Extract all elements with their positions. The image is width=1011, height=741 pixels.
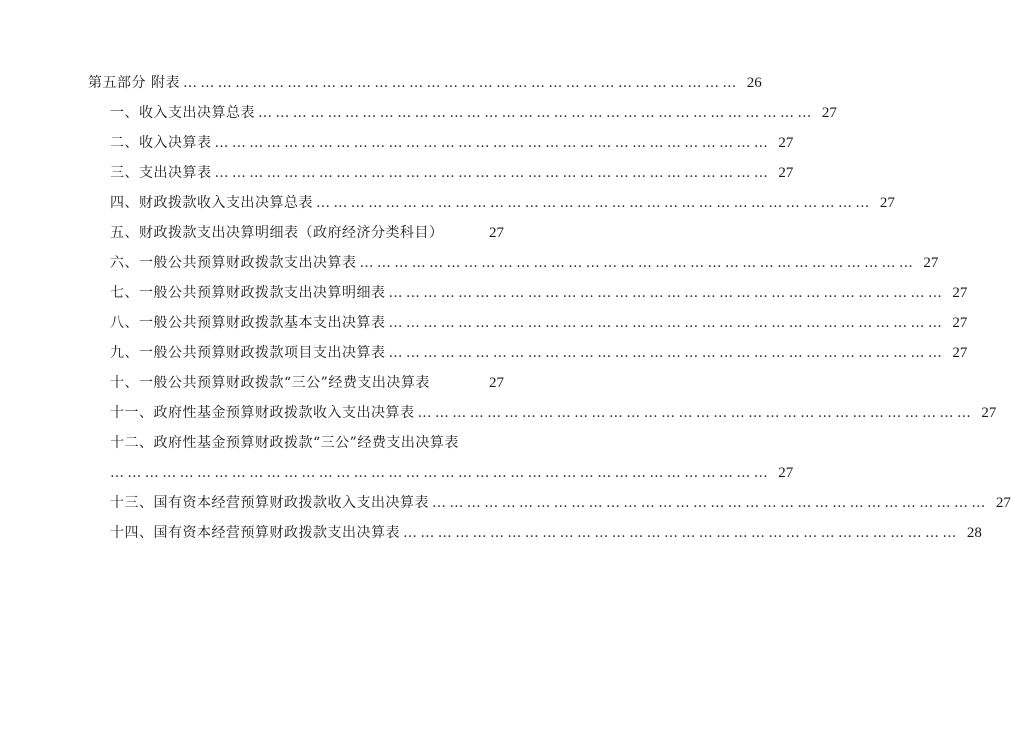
toc-item[interactable] xyxy=(88,338,968,368)
toc-item-title: 四、财政拨款收入支出决算总表 xyxy=(110,195,313,211)
toc-page-number: 27 xyxy=(778,165,794,181)
toc-page-number: 26 xyxy=(746,75,762,91)
toc-page-number: 27 xyxy=(981,405,997,421)
toc-item[interactable] xyxy=(88,278,968,308)
toc-leader-dots: …………………………………………………………………………………… xyxy=(214,165,772,181)
toc-page-number: 28 xyxy=(966,525,982,541)
toc-leader-dots: …………………………………………………………………………………… xyxy=(388,285,946,301)
toc-leader-dots: …………………………………………………………………………………… xyxy=(432,495,989,511)
toc-page-number: 27 xyxy=(489,375,504,391)
toc-item-title: 五、财政拨款支出决算明细表（政府经济分类科目） xyxy=(110,225,444,241)
toc-leader-dots: …………………………………………………………………………………… xyxy=(359,255,917,271)
toc-page-number: 27 xyxy=(923,255,939,271)
toc-item[interactable] xyxy=(88,398,997,428)
toc-item[interactable] xyxy=(88,188,895,218)
toc-leader-dots: …………………………………………………………………………………… xyxy=(417,405,975,421)
toc-item-title: 十一、政府性基金预算财政拨款收入支出决算表 xyxy=(110,405,415,421)
toc-part-title: 第五部分 附表 xyxy=(88,75,180,91)
toc-leader-dots: …………………………………………………………………………………………………… xyxy=(110,465,772,481)
toc-page-number: 27 xyxy=(952,285,968,301)
toc-item-title: 一、收入支出决算总表 xyxy=(110,105,255,121)
toc-item-continuation[interactable] xyxy=(88,458,794,488)
toc-item-title: 八、一般公共预算财政拨款基本支出决算表 xyxy=(110,315,386,331)
toc-page-number: 27 xyxy=(778,465,794,481)
toc-item[interactable] xyxy=(88,248,939,278)
toc-page-number: 27 xyxy=(879,195,895,211)
toc-item[interactable] xyxy=(88,488,1011,518)
toc-leader-dots: …………………………………………………………………………………… xyxy=(258,105,815,121)
toc-item[interactable] xyxy=(88,308,968,338)
toc-item-title: 三、支出决算表 xyxy=(110,165,212,181)
table-of-contents xyxy=(88,68,1011,548)
toc-item-title: 七、一般公共预算财政拨款支出决算明细表 xyxy=(110,285,386,301)
toc-page-number: 27 xyxy=(952,315,968,331)
toc-item[interactable] xyxy=(88,128,794,158)
toc-page-number: 27 xyxy=(778,135,794,151)
toc-item-title: 十三、国有资本经营预算财政拨款收入支出决算表 xyxy=(110,495,429,511)
toc-leader-dots: …………………………………………………………………………………… xyxy=(403,525,960,541)
toc-item-title: 二、收入决算表 xyxy=(110,135,212,151)
toc-page-number: 27 xyxy=(952,345,968,361)
toc-item[interactable] xyxy=(88,428,504,458)
toc-item-title: 六、一般公共预算财政拨款支出决算表 xyxy=(110,255,357,271)
toc-leader-dots: …………………………………………………………………………………… xyxy=(182,75,740,91)
toc-item[interactable] xyxy=(88,518,982,548)
toc-item[interactable] xyxy=(88,368,504,398)
toc-item[interactable] xyxy=(88,218,504,248)
toc-page-number: 27 xyxy=(489,225,504,241)
toc-leader-dots: …………………………………………………………………………………… xyxy=(214,135,772,151)
toc-item-title: 十四、国有资本经营预算财政拨款支出决算表 xyxy=(110,525,400,541)
toc-item[interactable] xyxy=(88,158,794,188)
toc-leader-dots: …………………………………………………………………………………… xyxy=(388,345,946,361)
toc-page-number: 27 xyxy=(995,495,1011,511)
toc-part-entry[interactable] xyxy=(88,68,762,98)
toc-item-title: 九、一般公共预算财政拨款项目支出决算表 xyxy=(110,345,386,361)
toc-page-number: 27 xyxy=(821,105,837,121)
toc-leader-dots: …………………………………………………………………………………… xyxy=(388,315,946,331)
toc-item[interactable] xyxy=(88,98,837,128)
toc-item-title: 十二、政府性基金预算财政拨款“三公”经费支出决算表 xyxy=(110,435,459,451)
toc-leader-dots: …………………………………………………………………………………… xyxy=(316,195,873,211)
toc-item-title: 十、一般公共预算财政拨款“三公”经费支出决算表 xyxy=(110,375,430,391)
